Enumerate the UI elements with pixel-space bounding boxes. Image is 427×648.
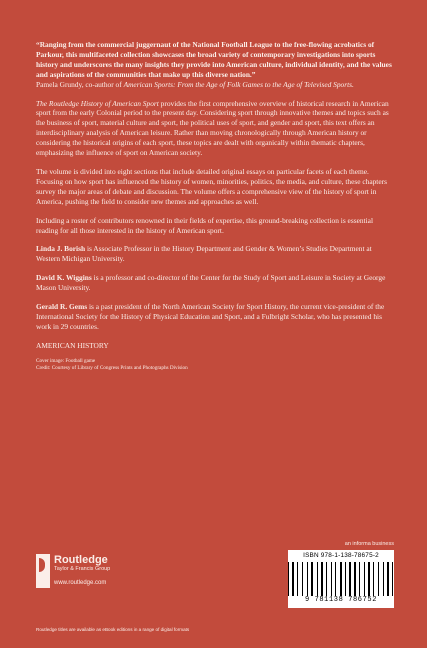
- cover-credit: [36, 358, 396, 372]
- barcode-bar: [347, 562, 348, 596]
- barcode-bar: [340, 562, 343, 596]
- ebook-note: Routledge titles are available as eBook editions in a range of digital formats: [36, 627, 190, 632]
- barcode-bar: [288, 562, 289, 596]
- barcode-bar: [304, 562, 306, 596]
- endorsement-quote: “Ranging from the commercial juggernaut of the National Football League to the free-flowing acrobatics of Parkour, this multifaceted collection showcases the broad variety of contemporary investigations into sports history and underscores the many insights they provide into American culture, individual identity, and the values and aspirations of the communities that make up this diverse nation.”: [36, 40, 392, 79]
- editor-name: Linda J. Borish: [36, 244, 86, 254]
- barcode-bar: [307, 562, 308, 596]
- barcode-bar: [314, 562, 316, 596]
- isbn-barcode: [288, 550, 394, 608]
- barcode-bar: [354, 562, 356, 596]
- barcode-bar: [343, 562, 344, 596]
- barcode-bar: [302, 562, 303, 596]
- barcode-bar: [375, 562, 377, 596]
- quote-book-title: American Sports: From the Age of Folk Games to the Age of Televised Sports.: [123, 79, 354, 89]
- editor-name: David K. Wiggins: [36, 273, 92, 283]
- barcode-bar: [385, 562, 386, 596]
- barcode-bar: [366, 562, 367, 596]
- intro-text: provides the first comprehensive overview of historical research in American sport from the early Colonial period to the present day. Considering sport through innovative themes and topics such as the business of sport, material culture and sport, the political uses of sport, and gender and sport, this text offers an interdisciplinary analysis of American leisure. Rather than moving chronologically through American history or considering the historical origins of each sport, these topics are dealt with organically within thematic chapters, emphasizing the influence of sport on American society.: [36, 98, 389, 158]
- intro-paragraph: [36, 99, 396, 158]
- barcode-bar: [392, 562, 393, 596]
- barcode-bar: [359, 562, 360, 596]
- editor-bio-text: is Associate Professor in the History Department and Gender & Women’s Studies Department at Western Michigan University.: [36, 244, 372, 264]
- barcode-bar: [378, 562, 379, 596]
- barcode-bar: [387, 562, 389, 596]
- barcode-bar: [337, 562, 339, 596]
- barcode-bar: [309, 562, 310, 596]
- barcode-bar: [331, 562, 332, 596]
- publisher-name: Routledge: [54, 554, 108, 566]
- editor-bio-text: is a professor and co-director of the Center for the Study of Sport and Leisure in Society at George Mason University.: [36, 273, 386, 293]
- barcode-bar: [297, 562, 298, 596]
- contributors-paragraph: Including a roster of contributors renowned in their fields of expertise, this ground-breaking collection is essential reading for all those interested in the history of American sport.: [36, 215, 374, 235]
- barcode-bar: [292, 562, 294, 596]
- editor-bio-text: is a past president of the North American Society for Sport History, the current vice-president of the International Society for the History of Physical Education and Sport, and a Fulbright Scholar, who has presented his work in 29 countries.: [36, 302, 385, 331]
- barcode-bar: [390, 562, 391, 596]
- publisher-url[interactable]: www.routledge.com: [54, 580, 107, 586]
- barcode-bar: [335, 562, 336, 596]
- cover-image-caption: Cover image: Football game: [36, 357, 96, 364]
- quote-attribution: [36, 80, 396, 90]
- barcode-bar: [324, 562, 325, 596]
- quote-author: Pamela Grundy, co-author of: [36, 79, 124, 89]
- barcode-bar: [345, 562, 346, 596]
- volume-paragraph: The volume is divided into eight sections that include detailed original essays on particular facets of each theme. Focusing on how sport has influenced the history of women, minorities, politics, the media, and culture, these chapters survey the major areas of debate and discussion. The volume offers a comprehensive view of the history of sport in America, pushing the field to consider new themes and approaches as well.: [36, 166, 387, 206]
- barcode-bar: [328, 562, 330, 596]
- publisher-area: [36, 541, 394, 614]
- barcode-bar: [373, 562, 374, 596]
- barcode-bars-icon: [288, 562, 394, 596]
- subject-category: AMERICAN HISTORY: [36, 340, 109, 350]
- barcode-bar: [361, 562, 364, 596]
- editor-bio: [36, 244, 396, 264]
- barcode-bar: [317, 562, 318, 596]
- barcode-bar: [326, 562, 327, 596]
- publisher-group: Taylor & Francis Group: [54, 566, 111, 572]
- barcode-bar: [368, 562, 370, 596]
- routledge-r-icon: [36, 554, 50, 588]
- barcode-bar: [380, 562, 383, 596]
- editor-name: Gerald R. Gems: [36, 302, 88, 312]
- barcode-bar: [295, 562, 296, 596]
- editor-bio: [36, 302, 396, 332]
- barcode-bar: [311, 562, 313, 596]
- informa-tagline: an informa business: [344, 541, 394, 547]
- cover-image-credit: Credit: Courtesy of Library of Congress Prints and Photographs Division: [36, 364, 188, 371]
- book-title: The Routledge History of American Sport: [36, 98, 159, 108]
- barcode-bar: [319, 562, 320, 596]
- cover-text: [36, 40, 396, 372]
- barcode-digits: 9 781138 786752: [304, 596, 377, 604]
- barcode-bar: [383, 562, 384, 596]
- barcode-bar: [333, 562, 334, 596]
- barcode-bar: [357, 562, 358, 596]
- barcode-bar: [352, 562, 353, 596]
- editor-bio: [36, 273, 396, 293]
- barcode-bar: [349, 562, 351, 596]
- barcode-bar: [321, 562, 324, 596]
- barcode-bar: [364, 562, 365, 596]
- barcode-bar: [371, 562, 372, 596]
- barcode-bar: [290, 562, 291, 596]
- barcode-bar: [299, 562, 302, 596]
- isbn-number: ISBN 978-1-138-78675-2: [303, 552, 379, 559]
- routledge-logo: [36, 554, 110, 588]
